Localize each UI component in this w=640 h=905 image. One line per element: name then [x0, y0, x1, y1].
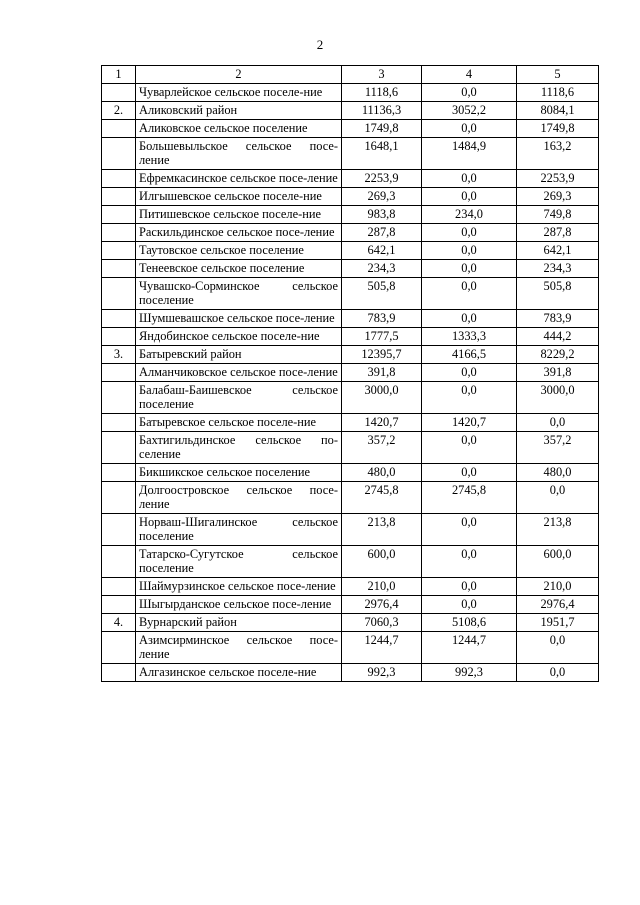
value-col3: 480,0: [342, 464, 422, 482]
table-row: [102, 102, 599, 120]
row-index: [102, 224, 136, 242]
row-index: [102, 632, 136, 664]
table-header-row: [102, 66, 599, 84]
value-col3: 600,0: [342, 546, 422, 578]
value-col5: 210,0: [517, 578, 599, 596]
table-row: [102, 188, 599, 206]
value-col3: 2253,9: [342, 170, 422, 188]
table-row: [102, 596, 599, 614]
row-index: [102, 278, 136, 310]
value-col5: 444,2: [517, 328, 599, 346]
value-col5: 3000,0: [517, 382, 599, 414]
value-col4: 0,0: [422, 120, 517, 138]
header-cell: 1: [102, 66, 136, 84]
row-index: [102, 514, 136, 546]
settlement-name: Алгазинское сельское поселе-ние: [136, 664, 342, 682]
value-col3: 983,8: [342, 206, 422, 224]
row-index: 3.: [102, 346, 136, 364]
table-row: [102, 578, 599, 596]
value-col5: 1951,7: [517, 614, 599, 632]
settlement-name: Балабаш-Баишевское сельское поселение: [136, 382, 342, 414]
value-col4: 0,0: [422, 170, 517, 188]
row-index: [102, 242, 136, 260]
value-col3: 391,8: [342, 364, 422, 382]
value-col4: 1420,7: [422, 414, 517, 432]
value-col4: 5108,6: [422, 614, 517, 632]
value-col4: 234,0: [422, 206, 517, 224]
value-col5: 1749,8: [517, 120, 599, 138]
table-row: [102, 614, 599, 632]
settlement-name: Аликовский район: [136, 102, 342, 120]
row-index: [102, 328, 136, 346]
value-col4: 3052,2: [422, 102, 517, 120]
value-col5: 1118,6: [517, 84, 599, 102]
settlement-name: Большевыльское сельское посе-ление: [136, 138, 342, 170]
value-col4: 0,0: [422, 242, 517, 260]
settlement-name: Вурнарский район: [136, 614, 342, 632]
settlement-name: Шаймурзинское сельское посе-ление: [136, 578, 342, 596]
row-index: [102, 138, 136, 170]
settlement-name: Раскильдинское сельское посе-ление: [136, 224, 342, 242]
row-index: [102, 260, 136, 278]
settlement-name: Ефремкасинское сельское посе-ление: [136, 170, 342, 188]
header-cell: 4: [422, 66, 517, 84]
settlement-name: Питишевское сельское поселе-ние: [136, 206, 342, 224]
value-col4: 0,0: [422, 546, 517, 578]
settlement-name: Яндобинское сельское поселе-ние: [136, 328, 342, 346]
settlement-name: Илгышевское сельское поселе-ние: [136, 188, 342, 206]
value-col3: 213,8: [342, 514, 422, 546]
value-col5: 2253,9: [517, 170, 599, 188]
table-row: [102, 346, 599, 364]
value-col5: 0,0: [517, 664, 599, 682]
row-index: [102, 464, 136, 482]
table-row: [102, 242, 599, 260]
value-col3: 1777,5: [342, 328, 422, 346]
value-col4: 0,0: [422, 188, 517, 206]
table-row: [102, 664, 599, 682]
row-index: 4.: [102, 614, 136, 632]
settlement-name: Шыгырданское сельское посе-ление: [136, 596, 342, 614]
row-index: [102, 120, 136, 138]
settlement-name: Татарско-Сугутское сельское поселение: [136, 546, 342, 578]
value-col5: 8229,2: [517, 346, 599, 364]
budget-table: [101, 65, 599, 682]
row-index: [102, 414, 136, 432]
value-col5: 749,8: [517, 206, 599, 224]
value-col4: 0,0: [422, 310, 517, 328]
value-col3: 1648,1: [342, 138, 422, 170]
value-col3: 1420,7: [342, 414, 422, 432]
value-col4: 0,0: [422, 84, 517, 102]
value-col4: 1484,9: [422, 138, 517, 170]
settlement-name: Долгоостровское сельское посе-ление: [136, 482, 342, 514]
settlement-name: Батыревское сельское поселе-ние: [136, 414, 342, 432]
header-cell: 5: [517, 66, 599, 84]
table-row: [102, 464, 599, 482]
value-col4: 0,0: [422, 382, 517, 414]
value-col5: 357,2: [517, 432, 599, 464]
row-index: 2.: [102, 102, 136, 120]
settlement-name: Шумшевашское сельское посе-ление: [136, 310, 342, 328]
value-col5: 234,3: [517, 260, 599, 278]
value-col5: 783,9: [517, 310, 599, 328]
settlement-name: Тенеевское сельское поселение: [136, 260, 342, 278]
value-col3: 210,0: [342, 578, 422, 596]
value-col3: 287,8: [342, 224, 422, 242]
table-row: [102, 260, 599, 278]
value-col3: 2976,4: [342, 596, 422, 614]
value-col4: 992,3: [422, 664, 517, 682]
row-index: [102, 664, 136, 682]
table-row: [102, 310, 599, 328]
settlement-name: Чуварлейское сельское поселе-ние: [136, 84, 342, 102]
header-cell: 3: [342, 66, 422, 84]
table-row: [102, 278, 599, 310]
settlement-name: Чувашско-Сорминское сельское поселение: [136, 278, 342, 310]
value-col4: 0,0: [422, 514, 517, 546]
table-row: [102, 514, 599, 546]
value-col4: 1244,7: [422, 632, 517, 664]
value-col5: 600,0: [517, 546, 599, 578]
value-col4: 0,0: [422, 224, 517, 242]
row-index: [102, 310, 136, 328]
value-col3: 269,3: [342, 188, 422, 206]
value-col4: 0,0: [422, 278, 517, 310]
value-col5: 213,8: [517, 514, 599, 546]
value-col5: 480,0: [517, 464, 599, 482]
value-col4: 0,0: [422, 578, 517, 596]
row-index: [102, 596, 136, 614]
row-index: [102, 84, 136, 102]
value-col4: 0,0: [422, 432, 517, 464]
value-col4: 0,0: [422, 364, 517, 382]
value-col3: 12395,7: [342, 346, 422, 364]
table-row: [102, 414, 599, 432]
value-col4: 1333,3: [422, 328, 517, 346]
settlement-name: Алманчиковское сельское посе-ление: [136, 364, 342, 382]
value-col3: 7060,3: [342, 614, 422, 632]
settlement-name: Азимсирминское сельское посе-ление: [136, 632, 342, 664]
value-col5: 163,2: [517, 138, 599, 170]
table-row: [102, 546, 599, 578]
settlement-name: Батыревский район: [136, 346, 342, 364]
value-col4: 0,0: [422, 260, 517, 278]
row-index: [102, 482, 136, 514]
value-col5: 0,0: [517, 632, 599, 664]
value-col3: 1749,8: [342, 120, 422, 138]
settlement-name: Аликовское сельское поселение: [136, 120, 342, 138]
value-col4: 2745,8: [422, 482, 517, 514]
table-row: [102, 84, 599, 102]
row-index: [102, 578, 136, 596]
value-col5: 0,0: [517, 414, 599, 432]
header-cell: 2: [136, 66, 342, 84]
value-col5: 642,1: [517, 242, 599, 260]
row-index: [102, 206, 136, 224]
row-index: [102, 546, 136, 578]
value-col5: 269,3: [517, 188, 599, 206]
row-index: [102, 364, 136, 382]
settlement-name: Бикшикское сельское поселение: [136, 464, 342, 482]
table-row: [102, 364, 599, 382]
row-index: [102, 382, 136, 414]
value-col3: 3000,0: [342, 382, 422, 414]
value-col3: 642,1: [342, 242, 422, 260]
table-row: [102, 120, 599, 138]
value-col4: 4166,5: [422, 346, 517, 364]
value-col3: 992,3: [342, 664, 422, 682]
settlement-name: Бахтигильдинское сельское по-селение: [136, 432, 342, 464]
row-index: [102, 188, 136, 206]
value-col4: 0,0: [422, 464, 517, 482]
table-row: [102, 206, 599, 224]
value-col3: 234,3: [342, 260, 422, 278]
page-number: 2: [316, 37, 324, 52]
value-col3: 11136,3: [342, 102, 422, 120]
value-col5: 505,8: [517, 278, 599, 310]
settlement-name: Норваш-Шигалинское сельское поселение: [136, 514, 342, 546]
table-row: [102, 138, 599, 170]
settlement-name: Таутовское сельское поселение: [136, 242, 342, 260]
table-row: [102, 170, 599, 188]
value-col3: 1244,7: [342, 632, 422, 664]
value-col3: 505,8: [342, 278, 422, 310]
value-col4: 0,0: [422, 596, 517, 614]
value-col5: 8084,1: [517, 102, 599, 120]
value-col3: 357,2: [342, 432, 422, 464]
value-col3: 2745,8: [342, 482, 422, 514]
table-row: [102, 328, 599, 346]
table-row: [102, 632, 599, 664]
value-col5: 0,0: [517, 482, 599, 514]
row-index: [102, 432, 136, 464]
table-row: [102, 432, 599, 464]
table-row: [102, 382, 599, 414]
value-col5: 391,8: [517, 364, 599, 382]
value-col5: 2976,4: [517, 596, 599, 614]
value-col3: 783,9: [342, 310, 422, 328]
table-row: [102, 224, 599, 242]
value-col5: 287,8: [517, 224, 599, 242]
row-index: [102, 170, 136, 188]
table-row: [102, 482, 599, 514]
value-col3: 1118,6: [342, 84, 422, 102]
